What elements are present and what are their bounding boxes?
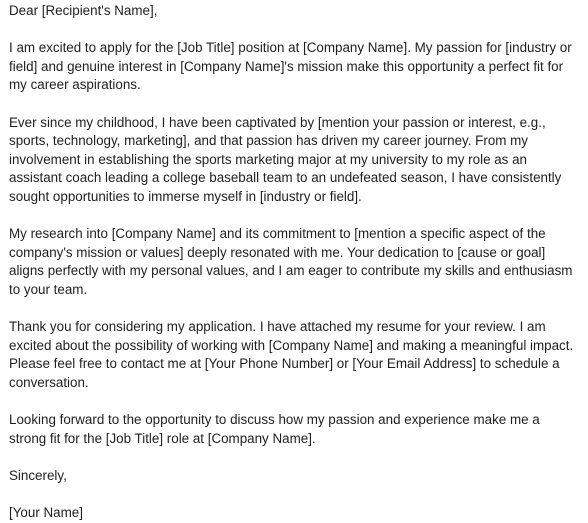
paragraph-closing-remark: Looking forward to the opportunity to discuss how my passion and experience make me a strong fit for the [Job Title] role at [Company Name].	[9, 412, 540, 446]
closing: Sincerely,	[9, 467, 67, 483]
cover-letter	[9, 2, 579, 523]
signature: [Your Name]	[9, 505, 83, 521]
paragraph-thanks: Thank you for considering my application. I have attached my resume for your review. I am excited about the possibility of working with [Company Name] and making a meaningful impact. Please feel free to contact me at [Your Phone Number] or [Your Email Address] to schedule a conversation.	[9, 319, 574, 390]
paragraph-background: Ever since my childhood, I have been captivated by [mention your passion or interest, e.g., sports, technology, marketing], and that passion has driven my career journey. From my involvement in establishing the sports marketing major at my university to my role as an assistant coach leading a college baseball team to an undefeated season, I have consistently sought opportunities to immerse myself in [industry or field].	[9, 114, 562, 204]
paragraph-research: My research into [Company Name] and its commitment to [mention a specific aspect of the company's mission or values] deeply resonated with me. Your dedication to [cause or goal] aligns perfectly with my personal values, and I am eager to contribute my skills and enthusiasm to your team.	[9, 226, 573, 297]
salutation: Dear [Recipient's Name],	[9, 3, 158, 18]
paragraph-intro: I am excited to apply for the [Job Title] position at [Company Name]. My passion for [industry or field] and genuine interest in [Company Name]'s mission make this opportunity a perfect fit for my career aspirations.	[9, 40, 572, 93]
